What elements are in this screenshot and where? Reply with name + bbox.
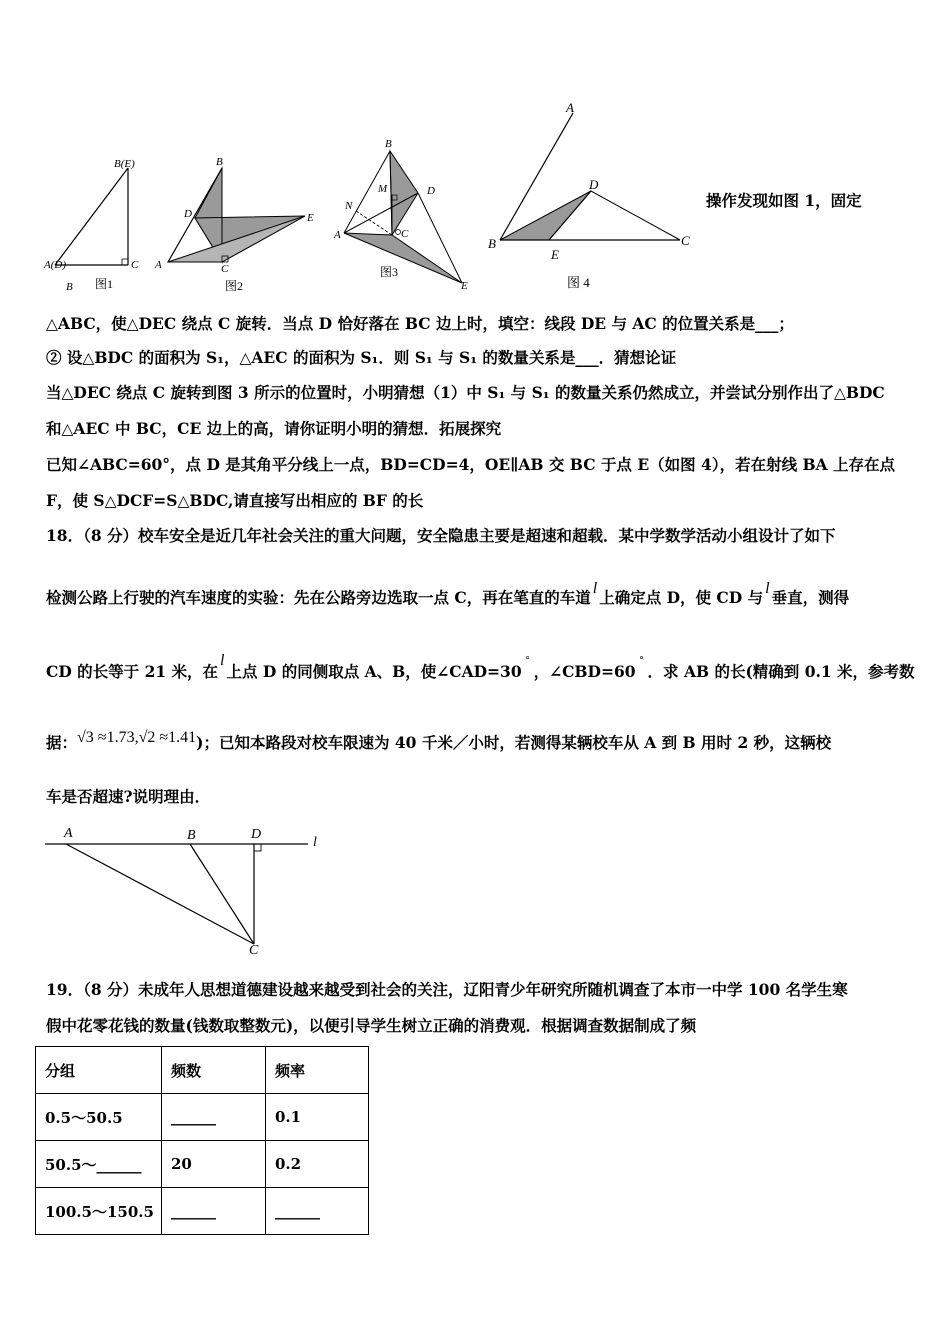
table-cell: ______ [266, 1188, 369, 1235]
fig1-label-below: B [66, 281, 73, 293]
q18-line-3 [46, 652, 916, 685]
fig3-label-d: D [427, 185, 435, 197]
header-frequency-rate: 频率 [266, 1047, 369, 1094]
fig3-label-a: A [334, 229, 341, 241]
fig4-label-a: A [566, 100, 574, 115]
lane-l-symbol: l [592, 580, 598, 597]
fig2-label-e: E [307, 212, 314, 224]
table-cell: 100.5～150.5 [36, 1188, 162, 1235]
table-row [36, 1094, 369, 1141]
table-cell: ______ [162, 1094, 266, 1141]
fig2-label-a: A [155, 259, 162, 271]
table-cell: ______ [162, 1188, 266, 1235]
side-text: 操作发现如图 1，固定 [706, 191, 862, 210]
q17-line-5: 已知∠ABC=60°，点 D 是其角平分线上一点，BD=CD=4，OE∥AB 交 BC 于点 E（如图 4），若在射线 BA 上存在点 [46, 455, 895, 474]
figure-3 [330, 135, 480, 295]
fig3-label-e: E [461, 280, 468, 292]
q17-line-1: △ABC，使△DEC 绕点 C 旋转．当点 D 恰好落在 BC 边上时，填空：线段 DE 与 AC 的位置关系是___； [46, 314, 794, 333]
q18-line-3d: ．求 AB 的长(精确到 0.1 米，参考数 [647, 662, 915, 681]
header-frequency-count: 频数 [162, 1047, 266, 1094]
reference-formula: √3 ≈1.73,√2 ≈1.41 [77, 729, 197, 746]
q18-label-c: C [249, 943, 259, 958]
q18-line-2c: 垂直，测得 [771, 588, 850, 607]
frequency-table [35, 1046, 369, 1235]
q18-label-d: D [251, 827, 262, 842]
fig1-label-left: A(D) [44, 259, 66, 271]
degree-symbol-2: ° [639, 655, 644, 666]
q17-line-6: F，使 S△DCF=S△BDC,请直接写出相应的 BF 的长 [46, 491, 424, 510]
fig4-label-c: C [681, 233, 690, 248]
table-row [36, 1188, 369, 1235]
fig2-label-c: C [221, 263, 229, 275]
q17-line-2: ② 设△BDC 的面积为 S₁，△AEC 的面积为 S₁．则 S₁ 与 S₁ 的数量关系是___．猜想论证 [46, 348, 677, 367]
fig3-label-n: N [345, 200, 353, 212]
fig3-label-m: M [378, 183, 388, 195]
q18-line-2a: 检测公路上行驶的汽车速度的实验：先在公路旁边选取一点 C，再在笔直的车道 [46, 588, 591, 607]
q18-label-b: B [187, 828, 196, 843]
figure-4 [485, 95, 695, 255]
q18-line-2 [46, 580, 916, 609]
fig2-caption: 图2 [225, 279, 244, 293]
table-cell: 0.1 [266, 1094, 369, 1141]
q17-line-3: 当△DEC 绕点 C 旋转到图 3 所示的位置时，小明猜想（1）中 S₁ 与 S₁ 的数量关系仍然成立，并尝试分别作出了△BDC [46, 383, 885, 402]
table-cell: 0.2 [266, 1141, 369, 1188]
q18-line-3a: CD 的长等于 21 米，在 [46, 662, 219, 681]
header-group: 分组 [36, 1047, 162, 1094]
table-header-row [36, 1047, 369, 1094]
q17-line-4: 和△AEC 中 BC，CE 边上的高，请你证明小明的猜想．拓展探究 [46, 419, 502, 438]
figure-1 [40, 150, 150, 295]
table-row [36, 1141, 369, 1188]
q18-line-2b: 上确定点 D，使 CD 与 [599, 588, 764, 607]
fig3-label-b: B [385, 138, 392, 150]
q19-line-2: 假中花零花钱的数量(钱数取整数元)，以便引导学生树立正确的消费观．根据调查数据制成了频 [46, 1016, 697, 1035]
degree-symbol-1: ° [525, 655, 530, 666]
q18-line-4a: 据： [46, 733, 78, 752]
fig1-label-right: C [131, 259, 139, 271]
table-cell: 20 [162, 1141, 266, 1188]
fig4-label-d: D [589, 177, 599, 192]
table-cell: 0.5～50.5 [36, 1094, 162, 1141]
q18-line-4b: )；已知本路段对校车限速为 40 千米／小时，若测得某辆校车从 A 到 B 用时 2 秒，这辆校 [196, 733, 832, 752]
q19-line-1: 19．（8 分）未成年人思想道德建设越来越受到社会的关注，辽阳青少年研究所随机调查了本市一中学 100 名学生寒 [46, 980, 848, 999]
fig4-label-b: B [488, 236, 496, 251]
fig2-label-d: D [184, 208, 192, 220]
q18-line-3c: ，∠CBD=60 [533, 662, 636, 681]
q18-line-5: 车是否超速?说明理由． [46, 787, 211, 806]
q18-line-1: 18．（8 分）校车安全是近几年社会关注的重大问题，安全隐患主要是超速和超载．某中学数学活动小组设计了如下 [46, 526, 836, 545]
fig4-caption: 图 4 [567, 275, 590, 290]
q18-line-4 [46, 729, 916, 754]
lane-l-symbol-3: l [220, 652, 225, 669]
lane-l-symbol-2: l [765, 580, 770, 597]
q18-line-3b: 上点 D 的同侧取点 A、B，使∠CAD=30 [226, 662, 522, 681]
figure-2 [150, 150, 325, 295]
fig3-caption: 图3 [380, 265, 399, 279]
fig1-caption: 图1 [95, 277, 114, 291]
fig1-label-top: B(E) [114, 158, 135, 170]
fig2-label-b: B [216, 156, 223, 168]
table-cell: 50.5～______ [36, 1141, 162, 1188]
fig4-label-e: E [551, 247, 559, 262]
fig3-label-c: C [401, 228, 409, 240]
q18-label-l: l [313, 835, 317, 850]
q18-label-a: A [64, 826, 73, 841]
